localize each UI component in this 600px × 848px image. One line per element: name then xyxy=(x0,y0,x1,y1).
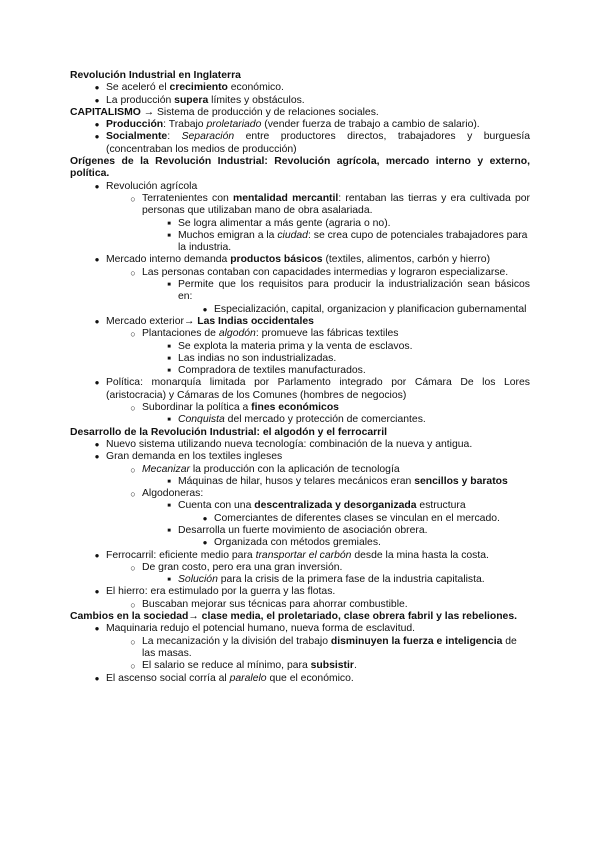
text: : Trabajo xyxy=(163,119,207,131)
bullet-icon: ● xyxy=(94,587,100,597)
list-item xyxy=(70,537,530,549)
list-item xyxy=(70,660,530,672)
text: Maquinaria redujo el potencial humano, nueva forma de esclavitud. xyxy=(106,623,416,635)
bullet-icon: ● xyxy=(94,120,100,130)
text: La mecanización y la división del trabajo xyxy=(142,635,331,647)
text: límites y obstáculos. xyxy=(211,94,305,106)
circle-bullet-icon: ○ xyxy=(130,562,136,573)
text: Cambios en la sociedad xyxy=(70,611,189,623)
list-item xyxy=(70,464,530,476)
bullet-icon: ● xyxy=(94,255,100,265)
italic-text: proletariado xyxy=(206,119,262,131)
text: : se crea cupo de potenciales trabajadores para la industria. xyxy=(178,229,528,254)
text: Mercado interno demanda xyxy=(106,254,231,266)
text: que el económico. xyxy=(266,672,354,684)
text: (vender fuerza de trabajo a cambio de salario). xyxy=(261,119,480,131)
bullet-icon: ● xyxy=(94,452,100,462)
arrow-icon: → xyxy=(188,611,202,623)
list-item xyxy=(70,304,530,316)
text: Se aceleró el xyxy=(106,82,167,94)
bold-text: supera xyxy=(174,94,209,106)
text: (textiles, alimentos, carbón y hierro) xyxy=(322,254,491,266)
bold-text: productos básicos xyxy=(230,254,323,266)
list-item xyxy=(70,353,530,365)
list-item xyxy=(70,525,530,537)
bullet-icon: ● xyxy=(202,538,208,548)
bold-text: fines económicos xyxy=(251,402,339,414)
list-item xyxy=(70,377,530,402)
italic-text: Solución xyxy=(178,574,218,586)
text: Algodoneras: xyxy=(142,488,204,500)
list-item xyxy=(70,181,530,193)
text: económico. xyxy=(230,82,284,94)
italic-text: Mecanizar xyxy=(142,463,190,475)
text: Terratenientes con xyxy=(142,192,234,204)
bold-text: descentralizada y desorganizada xyxy=(254,500,417,512)
text: desde la mina hasta la costa. xyxy=(351,549,489,561)
bold-text: Las Indias occidentales xyxy=(197,315,314,327)
list-item xyxy=(70,254,530,266)
square-bullet-icon: ■ xyxy=(167,527,171,534)
capitalismo-line xyxy=(70,107,530,119)
text: del mercado y protección de comerciantes. xyxy=(224,414,426,426)
square-bullet-icon: ■ xyxy=(167,417,171,424)
list-item xyxy=(70,230,530,255)
circle-bullet-icon: ○ xyxy=(130,636,136,647)
text: Las personas contaban con capacidades intermedias y lograron especializarse. xyxy=(142,266,509,278)
square-bullet-icon: ■ xyxy=(167,577,171,584)
bullet-icon: ● xyxy=(94,83,100,93)
list-item xyxy=(70,476,530,488)
heading-desarrollo: Desarrollo de la Revolución Industrial: el algodón y el ferrocarril xyxy=(70,426,387,438)
text: Buscaban mejorar sus técnicas para ahorrar combustible. xyxy=(142,598,408,610)
list-item xyxy=(70,500,530,512)
text: : rentaban las tierras y era cultivada por personas que utilizaban mano de obra asalariada. xyxy=(142,192,531,217)
bold-text: Producción xyxy=(106,119,164,131)
text: Gran demanda en los textiles ingleses xyxy=(106,451,283,463)
list-item xyxy=(70,119,530,131)
text: : xyxy=(167,131,182,143)
list-item xyxy=(70,316,530,328)
list-item xyxy=(70,341,530,353)
list-item xyxy=(70,328,530,340)
circle-bullet-icon: ○ xyxy=(130,599,136,610)
circle-bullet-icon: ○ xyxy=(130,403,136,414)
bullet-icon: ● xyxy=(94,316,100,326)
text: Se explota la materia prima y la venta de esclavos. xyxy=(178,340,413,352)
arrow-icon: → xyxy=(140,106,157,118)
text: Especialización, capital, organizacion y planificacion gubernamental xyxy=(214,303,527,315)
text: Permite que los requisitos para producir la industrialización sean básicos en: xyxy=(178,279,530,303)
square-bullet-icon: ■ xyxy=(167,343,171,350)
italic-text: algodón xyxy=(218,328,256,340)
list-item xyxy=(70,451,530,463)
bullet-icon: ● xyxy=(202,304,208,314)
text: Desarrolla un fuerte movimiento de asociación obrera. xyxy=(178,524,428,536)
bold-text: subsistir xyxy=(310,660,354,672)
list-item xyxy=(70,131,530,156)
list-item xyxy=(70,193,530,218)
text: : promueve las fábricas textiles xyxy=(255,328,399,340)
list-item xyxy=(70,218,530,230)
circle-bullet-icon: ○ xyxy=(130,489,136,500)
list-item xyxy=(70,574,530,586)
text: de las masas. xyxy=(142,635,517,659)
circle-bullet-icon: ○ xyxy=(130,193,136,204)
circle-bullet-icon: ○ xyxy=(130,329,136,340)
bullet-icon: ● xyxy=(94,673,100,683)
bold-text: sencillos y baratos xyxy=(414,475,508,487)
text: entre productores directos, trabajadores y burguesía (concentraban los medios de producción) xyxy=(106,131,530,155)
text: para la crisis de la primera fase de la industria capitalista. xyxy=(217,574,485,586)
list-item xyxy=(70,636,530,661)
list-item xyxy=(70,414,530,426)
square-bullet-icon: ■ xyxy=(167,368,171,375)
circle-bullet-icon: ○ xyxy=(130,464,136,475)
square-bullet-icon: ■ xyxy=(167,355,171,362)
bullet-icon: ● xyxy=(94,378,100,388)
bold-text: disminuyen la fuerza e inteligencia xyxy=(330,635,503,647)
italic-text: ciudad xyxy=(277,229,308,241)
text: estructura xyxy=(416,500,466,512)
text: Mercado exterior xyxy=(106,315,184,327)
italic-text: Separación xyxy=(181,131,235,143)
bullet-icon: ● xyxy=(94,132,100,142)
square-bullet-icon: ■ xyxy=(167,478,171,485)
bullet-icon: ● xyxy=(202,513,208,523)
italic-text: Conquista xyxy=(178,414,225,426)
text: La producción xyxy=(106,94,172,106)
text: El salario se reduce al mínimo, para xyxy=(142,660,311,672)
text: Comerciantes de diferentes clases se vinculan en el mercado. xyxy=(214,512,500,524)
circle-bullet-icon: ○ xyxy=(130,267,136,278)
list-item xyxy=(70,402,530,414)
text: Política: monarquía limitada por Parlamento integrado por Cámara De los Lores (aristocracia) y Cámaras de los Comunes (hombres de negocios) xyxy=(106,377,530,401)
heading-origenes: Orígenes de la Revolución Industrial: Revolución agrícola, mercado interno y externo, política. xyxy=(70,156,530,180)
text: Las indias no son industrializadas. xyxy=(178,352,337,364)
text: Sistema de producción y de relaciones sociales. xyxy=(156,106,379,118)
bold-text: Socialmente xyxy=(106,131,168,143)
text: . xyxy=(353,660,357,672)
square-bullet-icon: ■ xyxy=(167,282,171,289)
bullet-icon: ● xyxy=(94,439,100,449)
text: El hierro: era estimulado por la guerra y las flotas. xyxy=(106,586,336,598)
bold-text: crecimiento xyxy=(169,82,228,94)
list-item xyxy=(70,365,530,377)
text: Cuenta con una xyxy=(178,500,255,512)
arrow-icon: → xyxy=(183,315,198,327)
bold-text: CAPITALISMO xyxy=(70,106,141,118)
list-item xyxy=(70,513,530,525)
text: la producción con la aplicación de tecnología xyxy=(189,463,400,475)
list-item xyxy=(70,95,530,107)
text: Muchos emigran a la xyxy=(178,229,278,241)
bullet-icon: ● xyxy=(94,550,100,560)
square-bullet-icon: ■ xyxy=(167,503,171,510)
text: Plantaciones de xyxy=(142,328,219,340)
list-item xyxy=(70,599,530,611)
bullet-icon: ● xyxy=(94,181,100,191)
text: Ferrocarril: eficiente medio para xyxy=(106,549,256,561)
text: El ascenso social corría al xyxy=(106,672,230,684)
list-item xyxy=(70,550,530,562)
text: Se logra alimentar a más gente (agraria o no). xyxy=(178,217,391,229)
list-item xyxy=(70,279,530,304)
text: Compradora de textiles manufacturados. xyxy=(178,365,366,377)
square-bullet-icon: ■ xyxy=(167,220,171,227)
text: Organizada con métodos gremiales. xyxy=(214,537,381,549)
list-item xyxy=(70,673,530,685)
list-item xyxy=(70,623,530,635)
text: Nuevo sistema utilizando nueva tecnología: combinación de la nueva y antigua. xyxy=(106,438,473,450)
heading-revolucion: Revolución Industrial en Inglaterra xyxy=(70,70,241,81)
list-item xyxy=(70,488,530,500)
list-item xyxy=(70,82,530,94)
text: Revolución agrícola xyxy=(106,180,198,192)
text: Máquinas de hilar, husos y telares mecánicos eran xyxy=(178,475,415,487)
list-item xyxy=(70,586,530,598)
bullet-icon: ● xyxy=(94,624,100,634)
italic-text: paralelo xyxy=(229,672,267,684)
list-item xyxy=(70,439,530,451)
text: De gran costo, pero era una gran inversión. xyxy=(142,561,343,573)
text: Subordinar la política a xyxy=(142,402,252,414)
square-bullet-icon: ■ xyxy=(167,232,171,239)
heading-cambios xyxy=(70,611,530,623)
list-item xyxy=(70,562,530,574)
text: clase media, el proletariado, clase obrera fabril y las rebeliones. xyxy=(201,611,517,623)
bold-text: mentalidad mercantil xyxy=(233,192,339,204)
italic-text: transportar el carbón xyxy=(255,549,352,561)
bullet-icon: ● xyxy=(94,95,100,105)
circle-bullet-icon: ○ xyxy=(130,661,136,672)
document-body xyxy=(70,70,530,685)
list-item xyxy=(70,267,530,279)
